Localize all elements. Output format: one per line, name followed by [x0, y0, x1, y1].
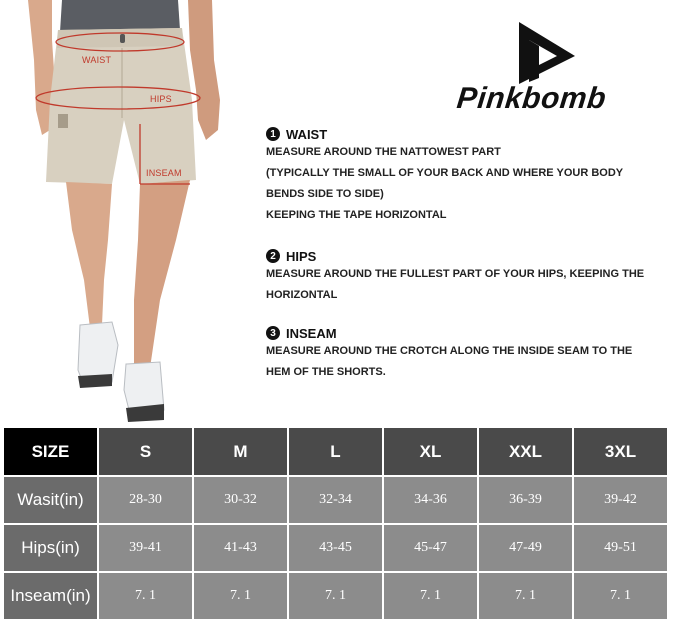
- table-cell: 7. 1: [478, 572, 573, 620]
- table-cell: 43-45: [288, 524, 383, 572]
- size-header-cell: S: [98, 427, 193, 476]
- table-cell: 7. 1: [573, 572, 668, 620]
- size-header-cell: XXL: [478, 427, 573, 476]
- instruction-line: HORIZONTAL: [266, 289, 338, 301]
- table-cell: 7. 1: [288, 572, 383, 620]
- size-header-cell: 3XL: [573, 427, 668, 476]
- table-cell: 7. 1: [98, 572, 193, 620]
- model-figure: [0, 0, 260, 425]
- table-cell: 32-34: [288, 476, 383, 524]
- table-row: [3, 572, 668, 620]
- size-header-cell: XL: [383, 427, 478, 476]
- instruction-line: KEEPING THE TAPE HORIZONTAL: [266, 209, 447, 221]
- instruction-hips: [266, 248, 676, 306]
- waist-label: WAIST: [82, 55, 112, 65]
- size-header-cell: L: [288, 427, 383, 476]
- instruction-title: HIPS: [286, 248, 317, 264]
- table-cell: 30-32: [193, 476, 288, 524]
- hips-label: HIPS: [150, 94, 172, 104]
- step-number-badge: 3: [266, 326, 280, 340]
- pinkbomb-logo-icon: [515, 20, 579, 86]
- table-cell: 45-47: [383, 524, 478, 572]
- instruction-line: MEASURE AROUND THE NATTOWEST PART: [266, 146, 501, 158]
- table-cell: 36-39: [478, 476, 573, 524]
- table-cell: 28-30: [98, 476, 193, 524]
- size-header-cell: M: [193, 427, 288, 476]
- table-cell: 7. 1: [193, 572, 288, 620]
- table-cell: 49-51: [573, 524, 668, 572]
- instruction-title: WAIST: [286, 126, 328, 142]
- table-row: [3, 476, 668, 524]
- step-number-badge: 2: [266, 249, 280, 263]
- table-cell: 39-42: [573, 476, 668, 524]
- instruction-line: BENDS SIDE TO SIDE): [266, 188, 384, 200]
- table-cell: 47-49: [478, 524, 573, 572]
- inseam-label: INSEAM: [146, 168, 182, 178]
- instruction-inseam: [266, 325, 676, 383]
- step-number-badge: 1: [266, 127, 280, 141]
- row-label-cell: Wasit(in): [3, 476, 98, 524]
- size-header-cell: SIZE: [3, 427, 98, 476]
- brand-name: Pinkbomb: [455, 82, 608, 115]
- table-cell: 34-36: [383, 476, 478, 524]
- table-cell: 39-41: [98, 524, 193, 572]
- instruction-line: (TYPICALLY THE SMALL OF YOUR BACK AND WHERE YOUR BODY: [266, 167, 624, 179]
- table-cell: 7. 1: [383, 572, 478, 620]
- table-cell: 41-43: [193, 524, 288, 572]
- size-header-row: [3, 427, 668, 476]
- instruction-title: INSEAM: [286, 325, 337, 341]
- instruction-line: HEM OF THE SHORTS.: [266, 366, 386, 378]
- model-illustration: [0, 0, 260, 425]
- row-label-cell: Inseam(in): [3, 572, 98, 620]
- size-chart-table: [2, 426, 669, 621]
- instruction-line: MEASURE AROUND THE FULLEST PART OF YOUR HIPS, KEEPING THE: [266, 268, 645, 280]
- row-label-cell: Hips(in): [3, 524, 98, 572]
- instruction-waist: [266, 126, 676, 226]
- table-row: [3, 524, 668, 572]
- instruction-line: MEASURE AROUND THE CROTCH ALONG THE INSIDE SEAM TO THE: [266, 345, 633, 357]
